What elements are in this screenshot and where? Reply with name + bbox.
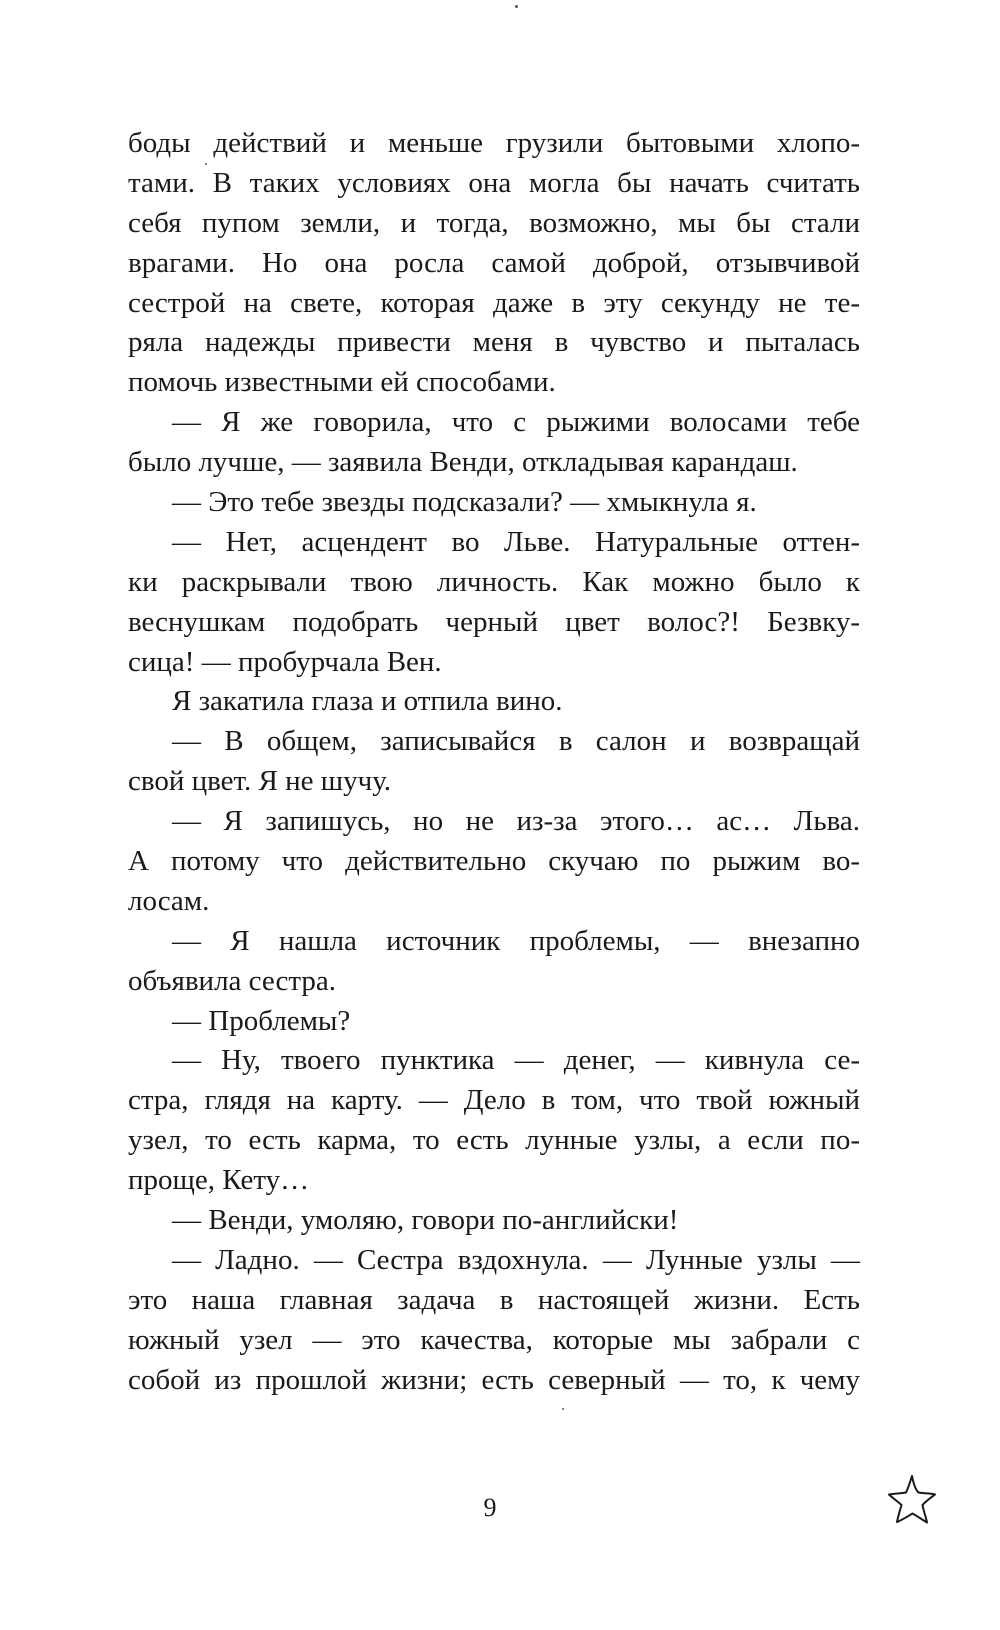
text-line: — Проблемы? [172, 1004, 351, 1037]
text-line: — Ладно. — Сестра вздохнула. — Лунные узлы — [172, 1243, 860, 1276]
text-line: — В общем, записывайся в салон и возвращай [172, 725, 860, 758]
text-line: лосам. [128, 884, 210, 917]
print-speck [515, 5, 518, 8]
text-line: — Это тебе звезды подсказали? — хмыкнула я. [172, 486, 757, 519]
text-line: сица! — пробурчала Вен. [128, 645, 442, 678]
text-line: свой цвет. Я не шучу. [128, 765, 392, 798]
text-line: себя пупом земли, и тогда, возможно, мы бы стали [128, 206, 860, 239]
text-line: узел, то есть карма, то есть лунные узлы, а если по- [128, 1124, 860, 1157]
print-speck [562, 1408, 564, 1410]
text-line: тами. В таких условиях она могла бы начать считать [128, 166, 860, 199]
text-line: стра, глядя на карту. — Дело в том, что твой южный [128, 1084, 860, 1117]
page-number: 9 [483, 1493, 497, 1522]
text-line: врагами. Но она росла самой доброй, отзывчивой [128, 246, 860, 279]
text-line: — Я же говорила, что с рыжими волосами тебе [172, 406, 860, 439]
text-line: А потому что действительно скучаю по рыжим во- [128, 845, 860, 878]
text-line: помочь известными ей способами. [128, 366, 556, 399]
text-line: — Нет, асцендент во Льве. Натуральные оттен- [172, 525, 860, 558]
text-line: собой из прошлой жизни; есть северный — то, к чему [128, 1363, 860, 1396]
star-outline-icon [885, 1472, 939, 1526]
text-line: было лучше, — заявила Венди, откладывая карандаш. [128, 446, 798, 479]
text-line: — Венди, умоляю, говори по-английски! [172, 1204, 679, 1237]
text-line: сестрой на свете, которая даже в эту секунду не те- [128, 286, 860, 319]
body-text [128, 124, 860, 1401]
text-line: веснушкам подобрать черный цвет волос?! Безвку- [128, 605, 860, 638]
text-line: Я закатила глаза и отпила вино. [172, 685, 563, 718]
text-line: проще, Кету… [128, 1164, 310, 1197]
text-line: — Я запишусь, но не из-за этого… ас… Льва. [172, 805, 860, 838]
text-line: объявила сестра. [128, 964, 337, 997]
text-line: — Ну, твоего пунктика — денег, — кивнула се- [172, 1044, 860, 1077]
text-line: ки раскрывали твою личность. Как можно было к [128, 565, 860, 598]
text-line: ряла надежды привести меня в чувство и пыталась [128, 326, 860, 359]
print-speck [205, 163, 207, 165]
text-line: южный узел — это качества, которые мы забрали с [128, 1323, 860, 1356]
text-line: это наша главная задача в настоящей жизни. Есть [128, 1283, 860, 1316]
text-line: боды действий и меньше грузили бытовыми хлопо- [128, 127, 860, 159]
text-line: — Я нашла источник проблемы, — внезапно [172, 924, 860, 957]
